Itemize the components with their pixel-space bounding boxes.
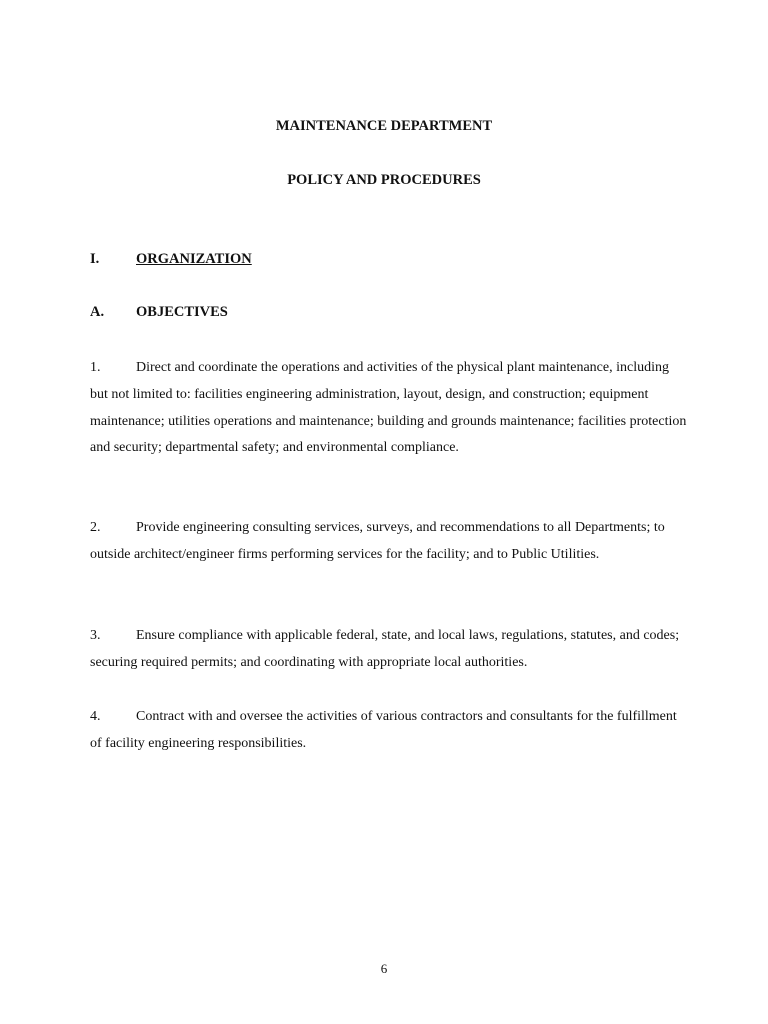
paragraph-number: 4.	[90, 709, 101, 724]
section-title: ORGANIZATION	[136, 251, 252, 267]
subsection-letter: A.	[90, 304, 105, 320]
paragraph-number: 2.	[90, 520, 101, 535]
document-subtitle: POLICY AND PROCEDURES	[287, 172, 481, 188]
page-number: 6	[380, 961, 388, 976]
subsection-title: OBJECTIVES	[136, 304, 228, 320]
objective-paragraph-3	[90, 623, 690, 677]
paragraph-text: Ensure compliance with applicable federal, state, and local laws, regulations, statutes, and codes; securing required permits; and coordinating with appropriate local authorities.	[90, 628, 680, 670]
paragraph-text: Provide engineering consulting services, surveys, and recommendations to all Departments; to outside architect/engineer firms performing services for the facility; and to Public Utilities.	[90, 520, 665, 562]
paragraph-text: Contract with and oversee the activities of various contractors and consultants for the fulfillment of facility engineering responsibilities.	[90, 709, 677, 751]
document-title: MAINTENANCE DEPARTMENT	[275, 118, 493, 134]
objective-paragraph-4	[90, 704, 690, 758]
section-number: I.	[90, 251, 100, 267]
paragraph-number: 3.	[90, 628, 101, 643]
objective-paragraph-1	[90, 355, 690, 462]
objective-paragraph-2	[90, 515, 690, 569]
paragraph-text: Direct and coordinate the operations and activities of the physical plant maintenance, including but not limited to: facilities engineering administration, layout, design, and construction; equipment maintenance; utilities operations and maintenance; building and grounds maintenance; facilities protection and security; departmental safety; and environmental compliance.	[90, 360, 687, 456]
paragraph-number: 1.	[90, 360, 101, 375]
